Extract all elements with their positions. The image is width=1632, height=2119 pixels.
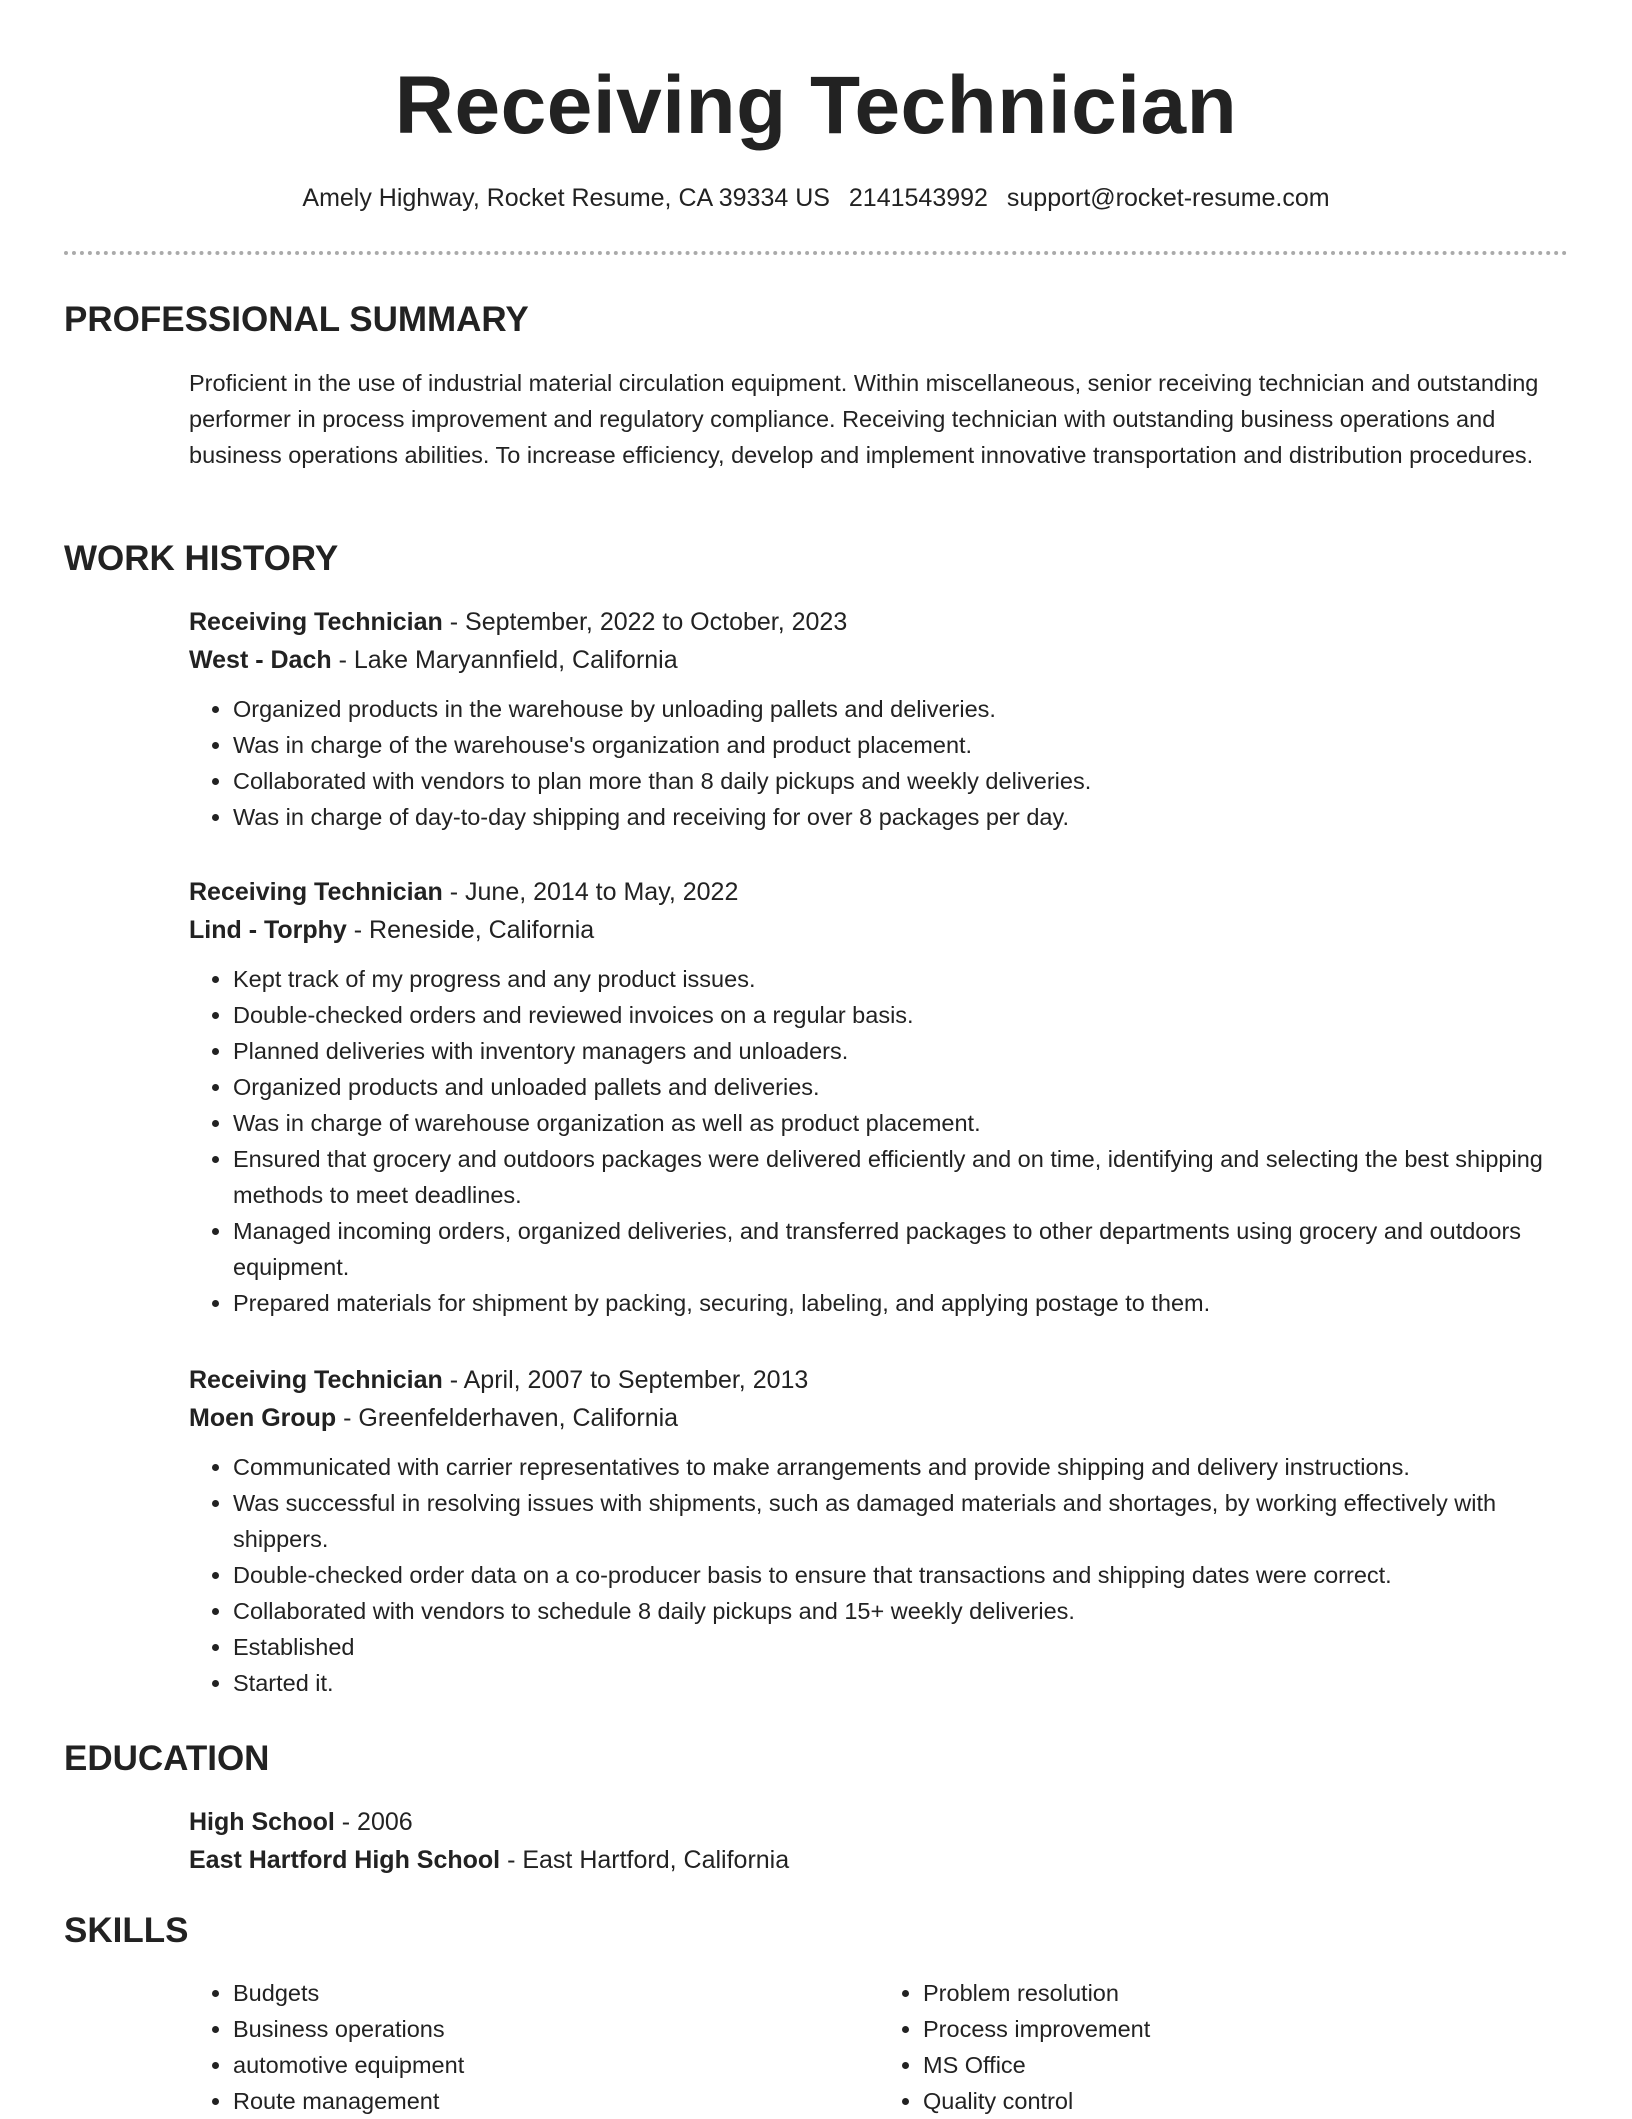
education-degree: High School	[189, 1808, 335, 1836]
education-location: - East Hartford, California	[500, 1846, 790, 1874]
list-item: • Was successful in resolving issues with shipments, such as damaged materials and shortages, by working effectively with shippers.	[233, 1485, 1569, 1557]
list-item: • Collaborated with vendors to schedule 8 daily pickups and 15+ weekly deliveries.	[233, 1593, 1569, 1629]
education-degree-line	[189, 1803, 1569, 1841]
job-location: - Reneside, California	[346, 916, 595, 944]
job-company: West - Dach	[189, 646, 332, 674]
job-title: Receiving Technician	[189, 878, 443, 906]
job-company: Lind - Torphy	[189, 916, 347, 944]
job-title: Receiving Technician	[189, 1366, 443, 1394]
list-item: • Quality control	[923, 2083, 1569, 2119]
job-entry	[189, 1361, 1569, 1701]
list-item: • Double-checked order data on a co-producer basis to ensure that transactions and shipping dates were correct.	[233, 1557, 1569, 1593]
list-item: • Budgets	[233, 1975, 879, 2011]
list-item: • Was in charge of warehouse organization as well as product placement.	[233, 1105, 1569, 1141]
contact-line	[0, 182, 1632, 214]
list-item: • MS Office	[923, 2047, 1569, 2083]
list-item: • automotive equipment	[233, 2047, 879, 2083]
list-item: • Started it.	[233, 1665, 1569, 1701]
job-location: - Greenfelderhaven, California	[336, 1404, 679, 1432]
job-company: Moen Group	[189, 1404, 337, 1432]
header-divider	[64, 251, 1568, 255]
list-item: • Was in charge of day-to-day shipping and receiving for over 8 packages per day.	[233, 799, 1569, 835]
job-dates: - June, 2014 to May, 2022	[442, 878, 739, 906]
job-location: - Lake Maryannfield, California	[331, 646, 678, 674]
section-heading-summary: PROFESSIONAL SUMMARY	[64, 300, 529, 339]
list-item: • Prepared materials for shipment by packing, securing, labeling, and applying postage to them.	[233, 1285, 1569, 1321]
list-item: • Problem resolution	[923, 1975, 1569, 2011]
list-item: • Planned deliveries with inventory managers and unloaders.	[233, 1033, 1569, 1069]
section-heading-skills: SKILLS	[64, 1911, 189, 1950]
section-heading-work-history: WORK HISTORY	[64, 539, 339, 578]
education-entry	[189, 1803, 1569, 1879]
list-item: • Business operations	[233, 2011, 879, 2047]
list-item: • Process improvement	[923, 2011, 1569, 2047]
job-company-line	[189, 1399, 1569, 1437]
job-dates: - September, 2022 to October, 2023	[442, 608, 848, 636]
summary-text: Proficient in the use of industrial material circulation equipment. Within miscellaneous, senior receiving technician and outstanding performer in process improvement and regulatory compliance. Receiving technician with outstanding business operations and business operations abilities. To increase efficiency, develop and implement innovative transportation and distribution procedures.	[189, 370, 1539, 468]
list-item: • Double-checked orders and reviewed invoices on a regular basis.	[233, 997, 1569, 1033]
contact-phone: 2141543992	[848, 184, 988, 212]
job-title: Receiving Technician	[189, 608, 443, 636]
list-item: • Organized products in the warehouse by unloading pallets and deliveries.	[233, 691, 1569, 727]
job-company-line	[189, 911, 1569, 949]
job-title-line	[189, 603, 1569, 641]
list-item: • Ensured that grocery and outdoors packages were delivered efficiently and on time, identifying and selecting the best shipping methods to meet deadlines.	[233, 1141, 1569, 1213]
list-item: • Organized products and unloaded pallets and deliveries.	[233, 1069, 1569, 1105]
list-item: • Route management	[233, 2083, 879, 2119]
section-heading-education: EDUCATION	[64, 1739, 270, 1778]
list-item: • Was in charge of the warehouse's organization and product placement.	[233, 727, 1569, 763]
list-item: • Collaborated with vendors to plan more than 8 daily pickups and weekly deliveries.	[233, 763, 1569, 799]
job-title-line	[189, 1361, 1569, 1399]
job-company-line	[189, 641, 1569, 679]
job-title-line	[189, 873, 1569, 911]
job-bullets	[189, 691, 1569, 835]
contact-address: Amely Highway, Rocket Resume, CA 39334 US	[302, 184, 830, 212]
list-item: • Established	[233, 1629, 1569, 1665]
education-school-line	[189, 1841, 1569, 1879]
list-item: • Kept track of my progress and any product issues.	[233, 961, 1569, 997]
job-bullets	[189, 1449, 1569, 1701]
education-school: East Hartford High School	[189, 1846, 501, 1874]
skills-columns	[189, 1975, 1569, 2119]
skills-list-left	[189, 1975, 879, 2119]
skills-list-right	[879, 1975, 1569, 2119]
contact-email: support@rocket-resume.com	[1006, 184, 1330, 212]
list-item: • Communicated with carrier representatives to make arrangements and provide shipping and delivery instructions.	[233, 1449, 1569, 1485]
resume-title: Receiving Technician	[394, 60, 1238, 151]
job-dates: - April, 2007 to September, 2013	[442, 1366, 809, 1394]
job-bullets	[189, 961, 1569, 1321]
job-entry	[189, 603, 1569, 835]
job-entry	[189, 873, 1569, 1321]
list-item: • Managed incoming orders, organized deliveries, and transferred packages to other departments using grocery and outdoors equipment.	[233, 1213, 1569, 1285]
education-year: - 2006	[334, 1808, 413, 1836]
